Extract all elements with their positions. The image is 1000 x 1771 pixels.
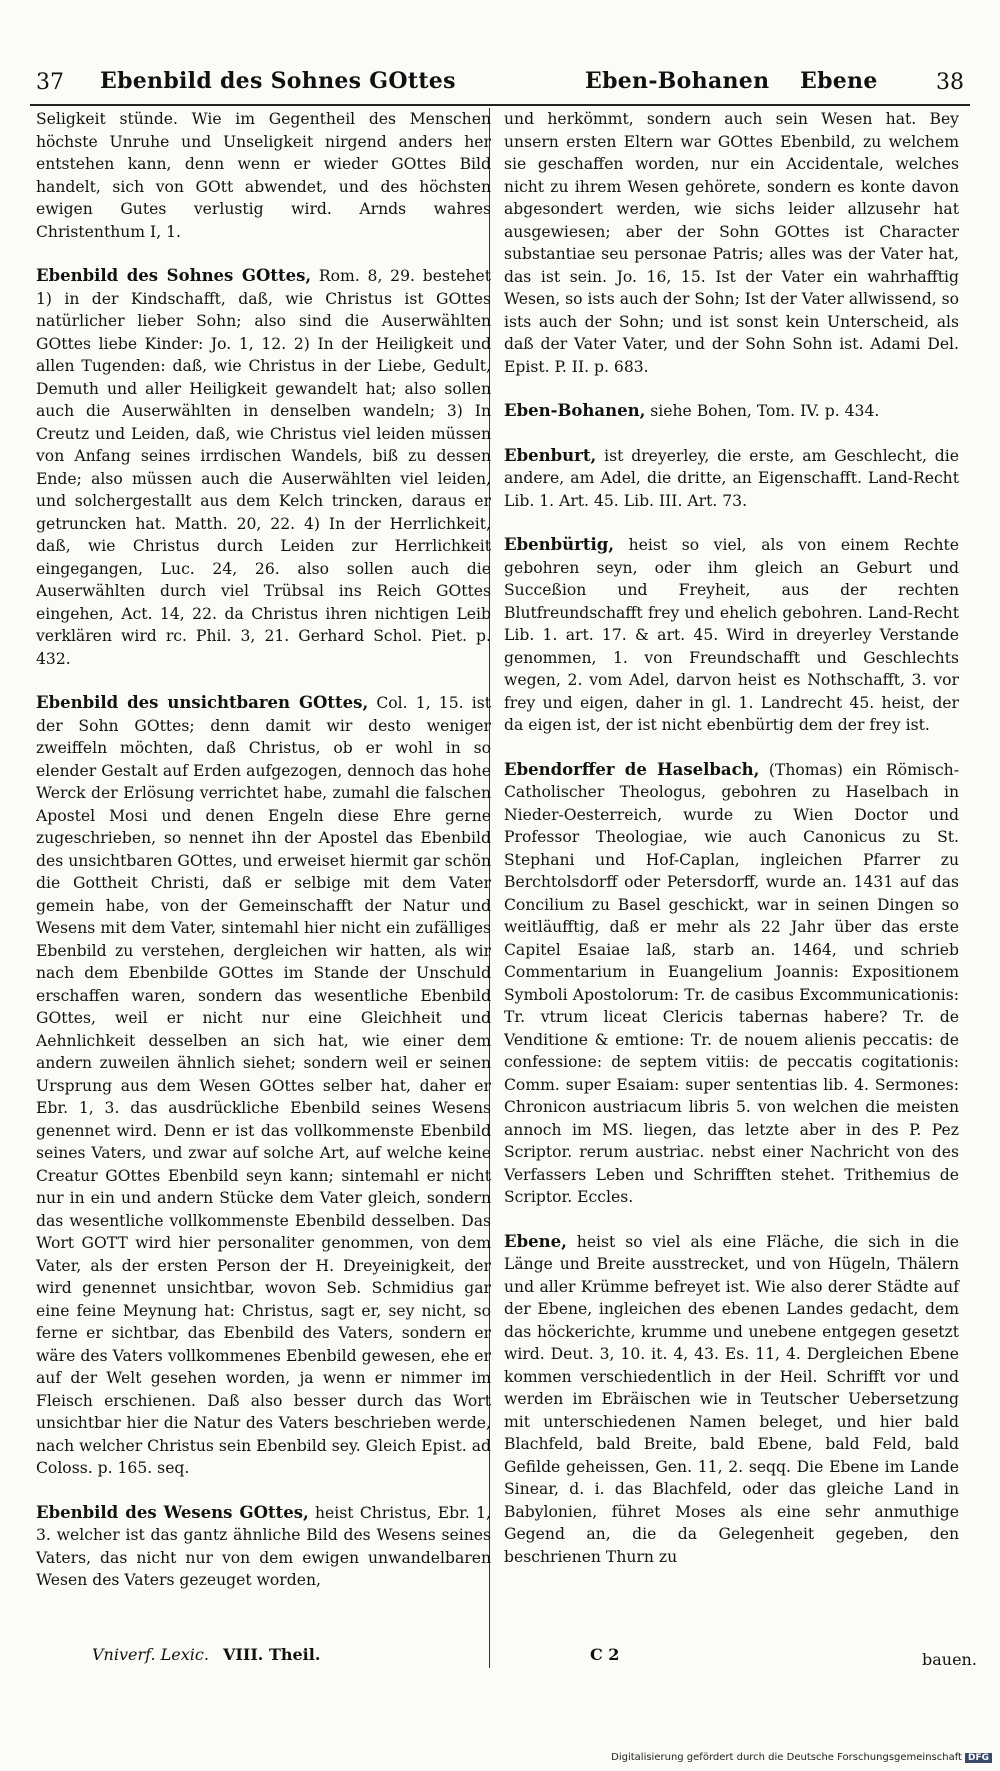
entry-headword: Ebenbild des unsichtbaren GOttes,: [36, 693, 369, 712]
entry-body: ist dreyerley, die erste, am Geschlecht, die andere, am Adel, die dritte, an Eigenschafft. Land-Recht Lib. 1. Art. 45. Lib. III. Art. 73.: [504, 446, 959, 510]
entry-headword: Ebenbild des Wesens GOttes,: [36, 1502, 309, 1522]
running-title-right-first: Eben-Bohanen: [585, 68, 770, 94]
entry-headword: Ebendorffer de Haselbach,: [504, 759, 760, 779]
entry-ebenbuertig: [504, 534, 959, 737]
digitization-credit: [611, 1752, 992, 1763]
footer-catchword: bauen.: [922, 1650, 977, 1669]
running-title-left: Ebenbild des Sohnes GOttes: [100, 68, 456, 94]
entry-ebene: [504, 1231, 959, 1569]
footer-sheet-mark: C 2: [590, 1645, 620, 1664]
entry-continuation: Seligkeit stünde. Wie im Gegentheil des Menschen höchste Unruhe und Unseligkeit nirgend anders her entstehen kann, denn wenn er wieder GOttes Bild handelt, sich von GOtt abwendet, und des höchsten ewigen Gutes verlustig wird. Arnds wahres Christenthum I, 1.: [36, 110, 491, 241]
entry-ebenburt: [504, 445, 959, 513]
footer-lexicon: Vniverf. Lexic.: [92, 1645, 209, 1664]
entry-ebendorffer: [504, 759, 959, 1209]
footer-signature: [92, 1645, 320, 1664]
entry-headword: Ebenburt,: [504, 445, 597, 465]
header-rule: [30, 104, 970, 106]
entry-continuation: und herkömmt, sondern auch sein Wesen hat. Bey unsern ersten Eltern war GOttes Ebenbild, zu welchem sie geschaffen worden, nur ein Accidentale, welches nicht zu ihrem Wesen gehörete, sondern es konte davon abgesondert werden, wie sichs leider allzusehr hat ausgewiesen; aber der Sohn GOttes ist Character substantiae seu personae Patris; alles was der Vater hat, das ist sein. Jo. 16, 15. Ist der Vater ein wahrhafftig Wesen, so ists auch der Sohn; Ist der Vater allwissend, so ists auch der Sohn; und ist sonst kein Unterscheid, als daß der Vater Vater, und der Sohn Sohn ist. Adami Del. Epist. P. II. p. 683.: [504, 110, 960, 376]
running-title-right-last: Ebene: [800, 68, 878, 94]
entry-body: Col. 1, 15. ist der Sohn GOttes; denn damit wir desto weniger zweiffeln möchten, daß Christus, ob er wohl in so elender Gestalt auf Erden aufgezogen, dennoch das hohe Werck der Erlösung verrichtet habe, zumahl die falschen Apostel Mosi und denen Engeln diese Ehre gerne zugeschrieben, so nennet ihn der Apostel das Ebenbild des unsichtbaren GOttes, und erweiset hiermit gar schön die Gottheit Christi, daß er selbige mit dem Vater gemein habe, von der Gemeinschafft der Natur und Wesens mit dem Vater, sintemahl hier nicht ein zufälliges Ebenbild zu verstehen, dergleichen wir hatten, als wir nach dem Ebenbilde GOttes im Stande der Unschuld erschaffen waren, sondern das wesentliche Ebenbild GOttes, weil er nicht nur eine Gleichheit und Aehnlichkeit desselben an sich hat, wie einer dem andern zuweilen ähnlich siehet; sondern weil er seinen Ursprung aus dem Wesen GOttes selber hat, daher er Ebr. 1, 3. das ausdrückliche Ebenbild seines Wesens genennet wird. Denn er ist das vollkommenste Ebenbild seines Vaters, und zwar auf solche Art, auf welche keine Creatur GOttes Ebenbild seyn kann; sintemahl er nicht nur in ein und andern Stücke dem Vater gleich, sondern das wesentliche vollkommenste Ebenbild desselben. Das Wort GOTT wird hier personaliter genommen, von dem Vater, als der ersten Person der H. Dreyeinigkeit, der wird genennet unsichtbar, wovon Seb. Schmidius gar eine feine Meynung hat: Christus, sagt er, sey nicht, so ferne er sichtbar, das Ebenbild des Vaters, sondern er wäre des Vaters vollkommenes Ebenbild gewesen, ehe er auf der Welt gesehen worden, ja wenn er nimmer im Fleisch erschienen. Daß also besser durch das Wort unsichtbar hier die Natur des Vaters beschrieben werde, nach welcher Christus sein Ebenbild sey. Gleich Epist. ad Coloss. p. 165. seq.: [36, 694, 491, 1477]
entry-headword: Ebene,: [504, 1231, 567, 1251]
entry-body: (Thomas) ein Römisch-Catholischer Theologus, gebohren zu Haselbach in Nieder-Oesterreich, wurde zu Wien Doctor und Professor Theologiae, wie auch Canonicus zu St. Stephani und Hof-Caplan, ingleichen Pfarrer zu Berchtolsdorff oder Petersdorff, wurde an. 1431 auf das Concilium zu Basel geschickt, war in seinen Dingen so weitläufftig, daß er mehr als 22 Jahr über das erste Capitel Esaiae laß, starb an. 1464, und schrieb Commentarium in Euangelium Joannis: Expositionem Symboli Apostolorum: Tr. de casibus Excommunicationis: Tr. vtrum liceat Clericis tabernas habere? Tr. de Venditione & emtione: Tr. de nouem alienis peccatis: de confessione: de septem vitiis: de peccatis cogitationis: Comm. super Esaiam: super sententias lib. 4. Sermones: Chronicon austriacum libris 5. von welchen die meisten annoch im MS. liegen, das letzte aber in des P. Pez Scriptor. rerum austriac. nebst einer Nachricht von des Verfassers Leben und Schrifften stehet. Trithemius de Scriptor. Eccles.: [504, 760, 959, 1206]
credit-text: Digitalisierung gefördert durch die Deutsche Forschungsgemeinschaft: [611, 1752, 962, 1763]
entry-body: heist Christus, Ebr. 1, 3. welcher ist das gantz ähnliche Bild des Wesens seines Vaters, das nicht nur von dem ewigen unwandelbaren Wesen des Vaters gezeuget worden,: [36, 1503, 491, 1589]
entry-eben-bohanen: [504, 400, 959, 423]
right-column: [504, 108, 959, 1590]
entry-ebenbild-sohnes: [36, 265, 491, 670]
dfg-logo: DFG: [965, 1753, 992, 1763]
entry-body: heist so viel als eine Fläche, die sich in die Länge und Breite ausstrecket, und von Hügeln, Thälern und aller Krümme befreyet ist. Wie also derer Städte auf der Ebene, ingleichen des ebenen Landes gedacht, dem das höckerichte, krumme und unebene entgegen gesetzt wird. Deut. 3, 10. it. 4, 43. Es. 11, 4. Dergleichen Ebene kommen verschiedentlich in der Heil. Schrifft vor und werden im Ebräischen wie in Teutscher Uebersetzung mit unterschiedenen Namen beleget, und hier bald Blachfeld, bald Breite, bald Ebene, bald Feld, bald Gefilde geheissen, Gen. 11, 2. seqq. Die Ebene im Lande Sinear, d. i. das Blachfeld, oder das gleiche Land in Babylonien, führet Moses als eine sehr anmuthige Gegend an, die da Gelegenheit gegeben, den beschrienen Thurn zu: [504, 1232, 959, 1566]
entry-body: Rom. 8, 29. bestehet 1) in der Kindschafft, daß, wie Christus ist GOttes natürlicher lieber Sohn; also sind die Auserwählten GOttes liebe Kinder: Jo. 1, 12. 2) In der Heiligkeit und allen Tugenden: daß, wie Christus in der Liebe, Gedult, Demuth und aller Heiligkeit gewandelt hat; also sollen auch die Auserwählten in denselben wandeln; 3) In Creutz und Leiden, daß, wie Christus viel leiden müssen von Anfang seines irrdischen Wandels, biß zu dessen Ende; also müssen auch die Auserwählten viel leiden, und solchergestallt aus dem Kelch trincken, daraus er getruncken hat. Matth. 20, 22. 4) In der Herrlichkeit, daß, wie Christus durch Leiden zur Herrlichkeit eingegangen, Luc. 24, 26. also sollen auch die Auserwählten durch viel Trübsal ins Reich GOttes eingehen, Act. 14, 22. da Christus ihren nichtigen Leib verklären wird rc. Phil. 3, 21. Gerhard Schol. Piet. p. 432.: [36, 267, 491, 668]
footer-volume: VIII. Theil.: [222, 1645, 321, 1664]
entry-headword: Eben-Bohanen,: [504, 401, 646, 420]
page-number-left: 37: [36, 70, 64, 95]
page-number-right: 38: [936, 70, 964, 95]
left-column: [36, 108, 491, 1614]
entry-body: siehe Bohen, Tom. IV. p. 434.: [645, 402, 880, 420]
entry-ebenbild-wesens: [36, 1502, 491, 1592]
entry-headword: Ebenbild des Sohnes GOttes,: [36, 266, 312, 285]
entry-headword: Ebenbürtig,: [504, 535, 615, 554]
entry-body: heist so viel, als von einem Rechte gebohren seyn, oder ihm gleich an Geburt und Succeßion und Freyheit, aus der rechten Blutfreundschafft frey und ehelich gebohren. Land-Recht Lib. 1. art. 17. & art. 45. Wird in dreyerley Verstande genommen, 1. von Freundschafft und Geschlechts wegen, 2. vom Adel, darvon heist es Nothschafft, 3. vor frey und eigen, daher in gl. 1. Landrecht 45. heist, der da eigen ist, der ist nicht ebenbürtig dem der frey ist.: [504, 536, 959, 734]
running-header: [30, 64, 970, 100]
entry-ebenbild-unsichtbaren: [36, 692, 491, 1480]
